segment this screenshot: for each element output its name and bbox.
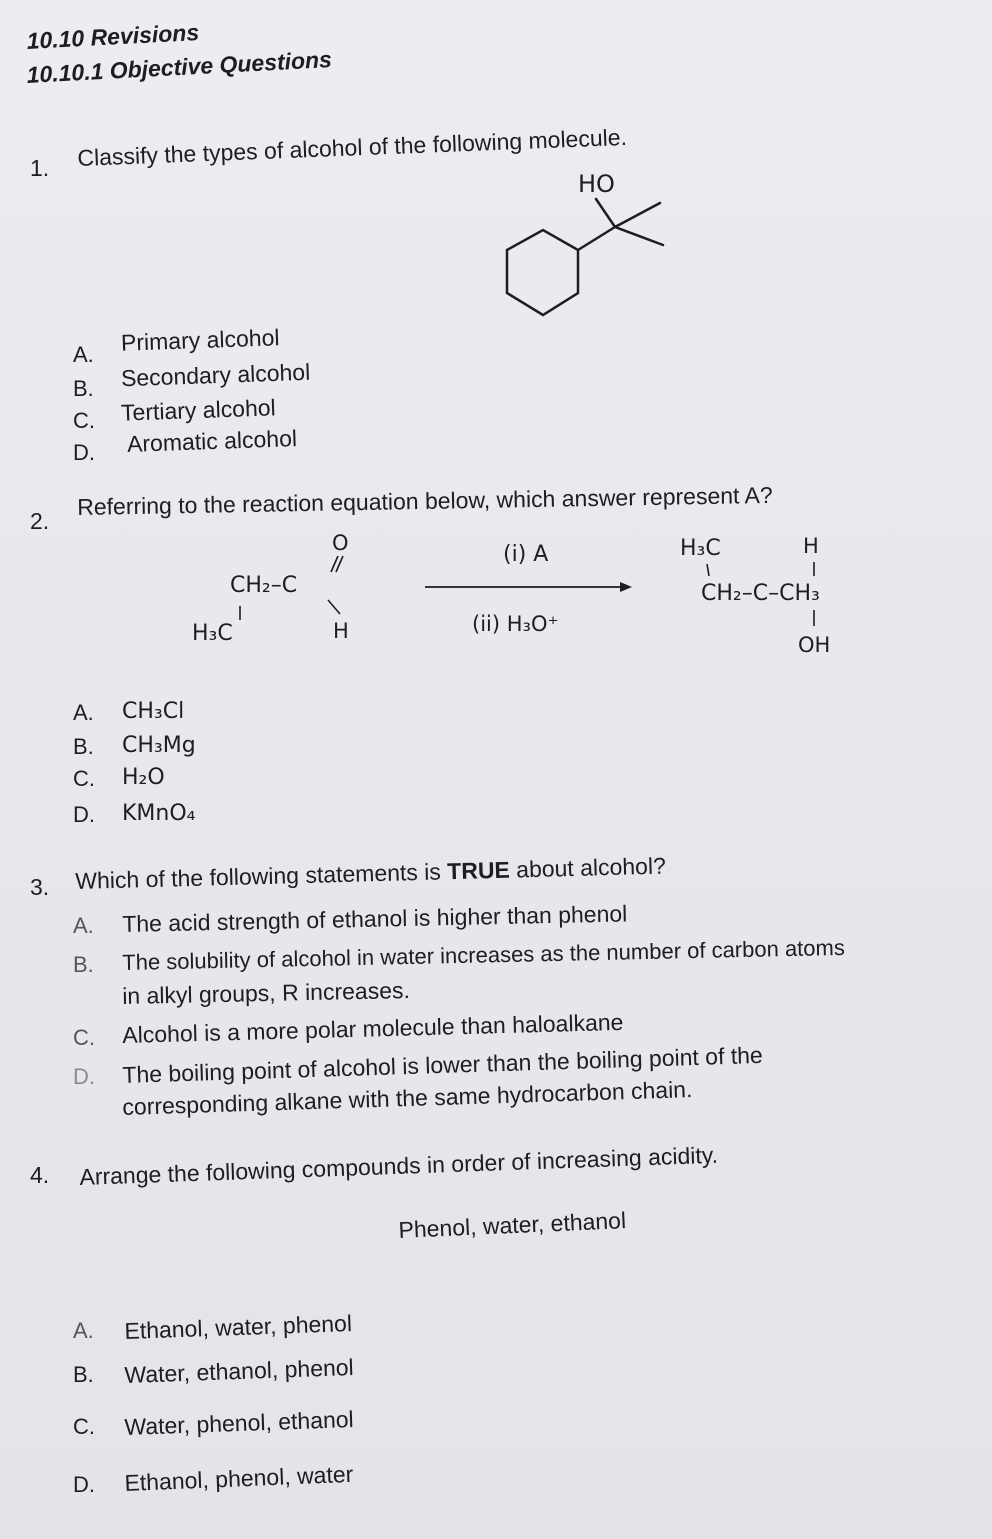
option-2a-text: CH₃Cl	[122, 699, 185, 724]
question-1-number: 1.	[30, 155, 50, 181]
question-3-text-pre: Which of the following statements is	[75, 858, 448, 894]
option-1c-text: Tertiary alcohol	[120, 394, 277, 426]
section-subheading: 10.10.1 Objective Questions	[26, 46, 333, 88]
option-2b-text: CH₃Mg	[122, 733, 196, 758]
cyclohexane-ring	[507, 230, 578, 315]
bond-c-ring	[578, 227, 615, 250]
option-3b-line-2: in alkyl groups, R increases.	[122, 976, 411, 1009]
question-3-text	[75, 853, 666, 895]
option-3d-line-2: corresponding alkane with the same hydrocarbon chain.	[122, 1076, 693, 1120]
question-1-text: Classify the types of alcohol of the following molecule.	[77, 123, 628, 171]
question-4-text: Arrange the following compounds in order of increasing acidity.	[79, 1141, 719, 1190]
option-1b-letter: B.	[73, 376, 94, 401]
option-3d-letter: D.	[73, 1064, 95, 1089]
option-4a-text: Ethanol, water, phenol	[124, 1310, 353, 1344]
bond-c-methyl-1	[615, 203, 660, 227]
product-hydroxyl: OH	[798, 633, 831, 657]
option-3a-text: The acid strength of ethanol is higher than phenol	[122, 900, 628, 937]
option-4b-letter: B.	[73, 1362, 94, 1387]
option-4b-text: Water, ethanol, phenol	[124, 1353, 355, 1388]
reaction-arrow	[425, 542, 632, 636]
option-4c-text: Water, phenol, ethanol	[124, 1405, 355, 1440]
hydroxyl-label: HO	[578, 170, 615, 198]
option-2a-letter: A.	[73, 700, 94, 725]
bond-c-methyl-2	[615, 227, 663, 245]
reagent-step-1: (i) A	[503, 542, 549, 567]
option-2c-letter: C.	[73, 766, 95, 791]
question-1-structure	[490, 165, 690, 325]
reactant-aldehyde	[192, 531, 349, 646]
product-alcohol	[680, 534, 830, 657]
bond-c-oh	[596, 199, 615, 227]
question-2-text: Referring to the reaction equation below, which answer represent A?	[77, 481, 773, 520]
option-4d-letter: D.	[73, 1472, 95, 1497]
question-2-number: 2.	[30, 508, 50, 534]
reactant-h3c: H₃C	[192, 621, 233, 646]
option-4d-text: Ethanol, phenol, water	[124, 1460, 354, 1496]
option-1a-letter: A.	[73, 342, 94, 367]
section-heading: 10.10 Revisions	[26, 18, 200, 54]
option-3a-letter: A.	[73, 913, 94, 938]
option-3d-line-1: The boiling point of alcohol is lower than the boiling point of the	[122, 1041, 764, 1088]
reactant-oxygen: O	[332, 531, 349, 555]
product-hydrogen: H	[803, 534, 819, 558]
option-3c-letter: C.	[73, 1025, 95, 1050]
reagent-step-2: (ii) H₃O⁺	[472, 612, 559, 636]
question-4-number: 4.	[30, 1162, 50, 1188]
question-3-text-bold: TRUE	[446, 856, 511, 885]
option-1a-text: Primary alcohol	[120, 324, 280, 356]
option-3b-line-1: The solubility of alcohol in water increases as the number of carbon atoms	[122, 934, 846, 975]
reactant-ch2-c: CH₂–C	[230, 573, 298, 598]
question-4-compounds: Phenol, water, ethanol	[398, 1207, 627, 1243]
option-1b-text: Secondary alcohol	[120, 358, 311, 392]
option-1d-letter: D.	[73, 440, 95, 465]
product-chain: CH₂–C–CH₃	[701, 581, 820, 606]
option-2d-text: KMnO₄	[122, 801, 196, 826]
reaction-equation	[180, 528, 940, 673]
question-3-number: 3.	[30, 874, 50, 900]
option-1d-text: Aromatic alcohol	[126, 425, 298, 457]
product-h3c: H₃C	[680, 536, 721, 561]
option-2c-text: H₂O	[122, 765, 165, 790]
option-2d-letter: D.	[73, 802, 95, 827]
option-3b-letter: B.	[73, 952, 94, 977]
reactant-hydrogen: H	[333, 619, 349, 643]
option-1c-letter: C.	[73, 408, 95, 433]
option-2b-letter: B.	[73, 734, 94, 759]
option-3c-text: Alcohol is a more polar molecule than haloalkane	[122, 1008, 624, 1048]
option-4a-letter: A.	[73, 1318, 94, 1343]
question-3-text-post: about alcohol?	[509, 852, 667, 883]
option-4c-letter: C.	[73, 1414, 95, 1439]
